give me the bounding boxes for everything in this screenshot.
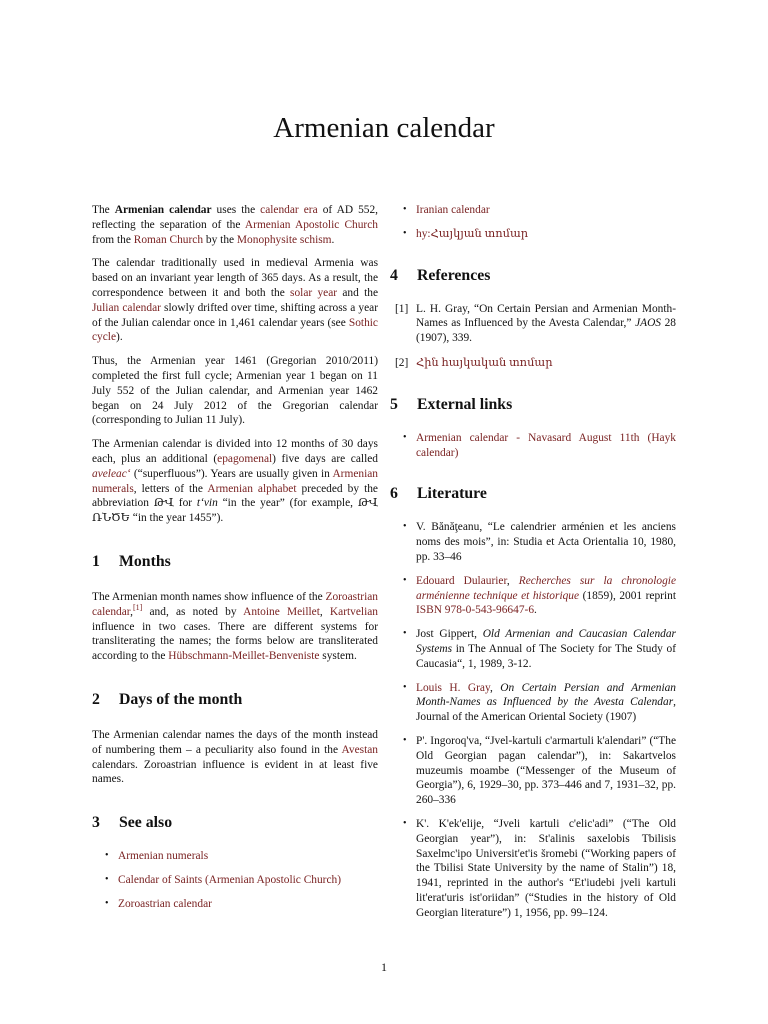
reference-item: [1] L. H. Gray, “On Certain Persian and Armenian Month-Names as Influenced by the Avesta Calendar,” JAOS 28 (1907), 339. [395, 302, 676, 345]
reference-item: [2] Հին հայկական տոմար [395, 356, 553, 369]
link-kartvelian[interactable]: Kartvelian [329, 605, 378, 618]
link-see-also-iranian-calendar[interactable]: Iranian calendar [416, 204, 490, 216]
link-see-also-zoroastrian-calendar[interactable]: Zoroastrian calendar [118, 897, 212, 910]
months-paragraph: The Armenian month names show influence of the Zoroastrian calendar,[1] and, as noted by Antoine Meillet, Kartvelian influence in two cases. There are different systems for transliterating the names; the forms below are transliterated according to the Hübschmann-Meillet-Benveniste system. [92, 590, 378, 663]
link-hubschmann-meillet-benveniste[interactable]: Hübschmann-Meillet-Benveniste [168, 650, 320, 663]
list-item: • P'. Ingoroq'va, “Jvel-kartuli c'armartuli k'alendari” (“The Old Georgian pagan calendar”), in: Sakartvelos muzeumis moambe (“Messenger of the Museum of Georgia”), 6, 1929–30, pp. 373–446 and 7, 1931–32, pp. 260–336 [390, 734, 676, 808]
section-heading-see-also: 3 See also [92, 814, 173, 832]
link-calendar-era[interactable]: calendar era [260, 204, 318, 216]
link-avestan[interactable]: Avestan [341, 743, 378, 756]
intro-paragraph-4: The Armenian calendar is divided into 12 months of 30 days each, plus an additional (epagomenal) five days are called aveleac‘ (“superfluous”). Years are usually given in Armenian numerals, letters of the Armenian alphabet preceded by the abbreviation ԹՎ for t‘vin “in the year” (for example, ԹՎ ՌՆԾԵ “in the year 1455”). [92, 438, 378, 525]
list-item: • V. Bănăţeanu, “Le calendrier arménien et les anciens noms des mois”, in: Studia et Acta Orientalia 10, 1980, pp. 33–46 [390, 520, 676, 564]
right-column [390, 203, 676, 921]
external-links-list [390, 431, 676, 461]
link-edouard-dulaurier[interactable]: Edouard Dulaurier [416, 574, 507, 587]
intro-paragraph-2: The calendar traditionally used in medieval Armenia was based on an invariant year length of 365 days. As a result, the correspondence between it and both the solar year and the Julian calendar slowly drifted over time, shifting across a year of the Julian calendar once in 1,461 calendar years (see Sothic cycle). [92, 257, 379, 344]
section-heading-months: 1 Months [92, 552, 171, 570]
section-heading-days: 2 Days of the month [92, 690, 243, 708]
link-see-also-armenian-wiki[interactable]: hy:Հայկյան տոմար [416, 227, 529, 240]
link-sothic-cycle[interactable]: Sothic cycle [92, 316, 378, 344]
link-armenian-apostolic-church[interactable]: Armenian Apostolic Church [244, 218, 378, 231]
section-heading-external-links: 5 External links [390, 395, 513, 413]
intro-paragraph-3: Thus, the Armenian year 1461 (Gregorian 2010/2011) completed the first full cycle; Armenian year 1 began on 11 July 552 of the Julian calendar, and Armenian year 1462 began on 24 July 2012 of the Gregorian calendar (corresponding to Julian 11 July). [92, 355, 378, 427]
list-item: • K'. K'ek'elije, “Jveli kartuli c'elic'adi” (“The Old Georgian year”), in: St'alinis saxelobis Tbilisis Saxelmc'ipo Universit'et'is šromebi (“Working papers of the Tbilisi State University by the name of Stalin”) 18, 1941, reprinted in the author's “Et'iudebi jveli kartuli lit'erat'uris ist'oriidan” (“Studies in the history of Old Georgian literature”) 1, 1956, pp. 99–124. [390, 817, 676, 921]
link-recherches[interactable]: Recherches sur la chronologie arménienne technique et historique [416, 574, 676, 602]
link-monophysite-schism[interactable]: Monophysite schism [236, 233, 332, 246]
link-armenian-alphabet[interactable]: Armenian alphabet [207, 482, 297, 495]
see-also-list-continued [390, 203, 676, 242]
list-item: • Louis H. Gray, On Certain Persian and Armenian Month-Names as Influenced by the Avesta Calendar, Journal of the American Oriental Society (1907) [390, 681, 676, 725]
link-epagomenal[interactable]: epagomenal [217, 452, 273, 465]
section-heading-references: 4 References [390, 266, 491, 284]
link-isbn[interactable]: ISBN 978-0-543-96647-6 [416, 604, 535, 617]
link-reference-armenian-calendar[interactable]: Հին հայկական տոմար [416, 356, 553, 369]
section-heading-literature: 6 Literature [390, 485, 487, 503]
link-see-also-armenian-numerals[interactable]: Armenian numerals [118, 850, 209, 863]
link-armenian-numerals[interactable]: Armenian numerals [92, 467, 378, 495]
list-item [92, 849, 378, 864]
intro-paragraph-1: The Armenian calendar uses the calendar era of AD 552, reflecting the separation of the Armenian Apostolic Church from the Roman Church by the Monophysite schism. [92, 204, 379, 246]
see-also-list [92, 849, 378, 911]
page-title: Armenian calendar [273, 112, 495, 144]
link-solar-year[interactable]: solar year [290, 286, 338, 299]
link-aveleac[interactable]: aveleac‘ [92, 467, 131, 480]
link-antoine-meillet[interactable]: Antoine Meillet [243, 605, 320, 618]
list-item [390, 227, 676, 242]
list-item: • Jost Gippert, Old Armenian and Caucasian Calendar Systems in The Annual of The Society for The Study of Caucasia“, 1, 1989, 3-12. [390, 627, 676, 671]
link-navasard[interactable]: Armenian calendar - Navasard August 11th (Hayk calendar) [416, 431, 676, 459]
page-number: 1 [381, 960, 387, 974]
link-julian-calendar[interactable]: Julian calendar [92, 301, 161, 314]
link-roman-church[interactable]: Roman Church [133, 233, 204, 246]
list-item [390, 431, 676, 461]
citation-1[interactable]: [1] [132, 602, 143, 612]
list-item [92, 873, 378, 888]
references-list [390, 302, 676, 371]
days-paragraph: The Armenian calendar names the days of the month instead of numbering them – a peculiarity also found in the Avestan calendars. Zoroastrian influence is evident in at least five names. [92, 728, 378, 786]
literature-list [390, 520, 676, 920]
list-item: • Edouard Dulaurier, Recherches sur la chronologie arménienne technique et historique (1859), 2001 reprint ISBN 978-0-543-96647-6. [390, 574, 676, 618]
link-see-also-calendar-of-saints[interactable]: Calendar of Saints (Armenian Apostolic Church) [118, 873, 342, 886]
left-column [92, 203, 378, 912]
link-zoroastrian-calendar[interactable]: Zoroastrian calendar [92, 590, 378, 618]
link-louis-gray[interactable]: Louis H. Gray [416, 681, 490, 694]
list-item [390, 203, 676, 218]
list-item [92, 897, 378, 912]
